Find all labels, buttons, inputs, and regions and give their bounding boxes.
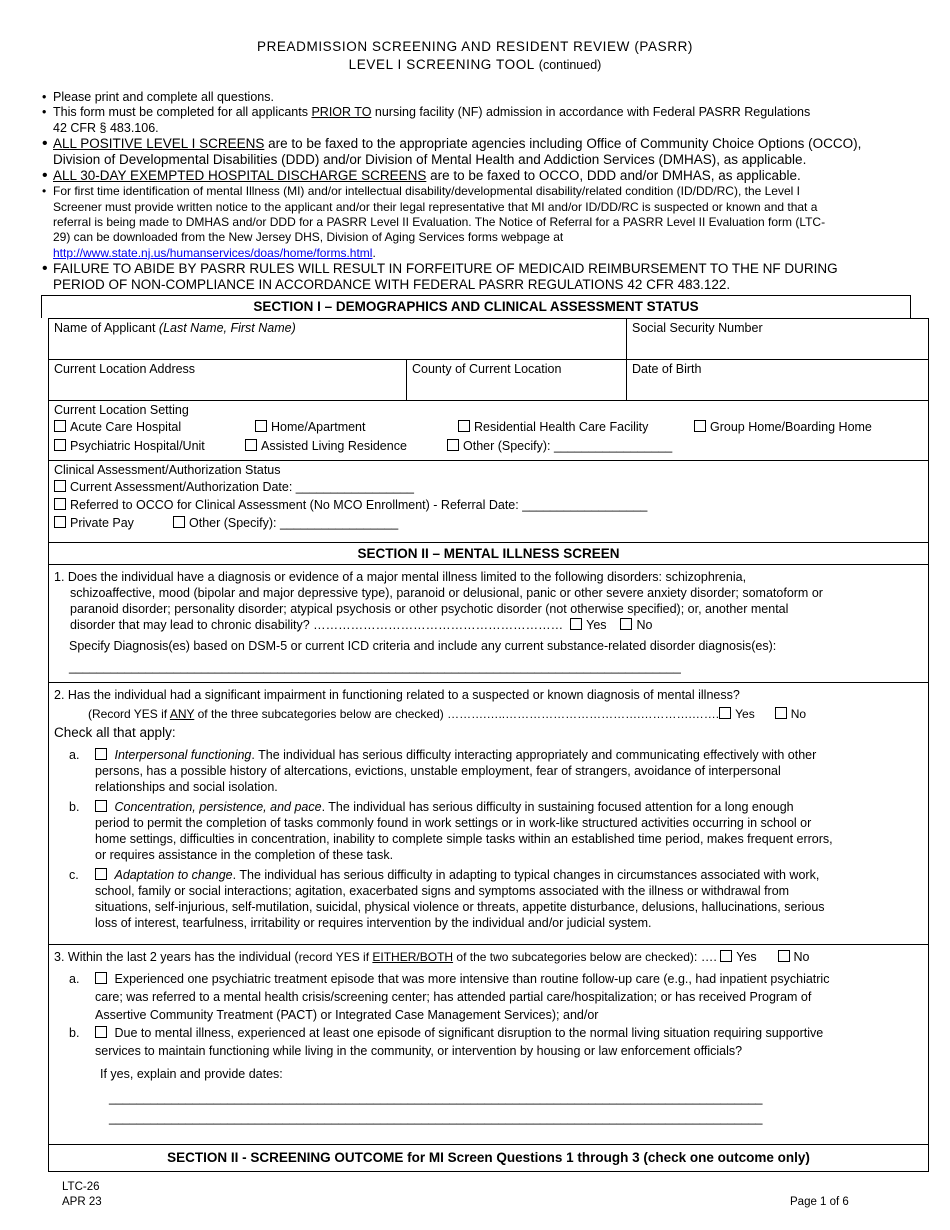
setting-psychiatric[interactable]: Psychiatric Hospital/Unit [54, 437, 205, 456]
checkbox-icon[interactable] [54, 439, 66, 451]
checkbox-icon[interactable] [54, 498, 66, 510]
checkbox-icon[interactable] [570, 618, 582, 630]
form-id: LTC-26 APR 23 [62, 1181, 102, 1208]
q2-item-b: b. Concentration, persistence, and pace. The individual has serious difficulty in sustaining focused attention for a long enough period to permit the completion of tasks commonly found in work settings or in work-like structured activities occurring in school or home settings, difficulties in concentration, inability to complete simple tasks within an established time period, makes frequent errors, or requires assistance in the completion of these task. [69, 800, 833, 862]
checkbox-icon[interactable] [255, 420, 267, 432]
setting-assisted-living[interactable]: Assisted Living Residence [245, 437, 407, 456]
q3-explain-field-2[interactable]: ______________________________________________________________________________________________ [109, 1111, 763, 1125]
form-title [0, 38, 950, 74]
instructions-list [42, 90, 922, 293]
instruction-4: • ALL 30-DAY EXEMPTED HOSPITAL DISCHARGE SCREENS are to be faxed to OCCO, DDD and/or DMHAS, as applicable. [42, 168, 922, 184]
q2-no[interactable]: No [775, 707, 806, 721]
title-line-1: PREADMISSION SCREENING AND RESIDENT REVIEW (PASRR) [256, 39, 694, 54]
setting-other[interactable]: Other (Specify): _________________ [447, 437, 672, 456]
instruction-1: • Please print and complete all questions. [42, 90, 922, 105]
checkbox-icon[interactable] [458, 420, 470, 432]
checkbox-icon[interactable] [95, 800, 107, 812]
q1-no[interactable]: No [620, 618, 652, 632]
clinical-current-assessment[interactable]: Current Assessment/Authorization Date: _________________ [54, 478, 414, 496]
clinical-referred-occo[interactable]: Referred to OCCO for Clinical Assessment (No MCO Enrollment) - Referral Date: __________________ [54, 496, 647, 514]
row-address [49, 360, 928, 401]
checkbox-icon[interactable] [620, 618, 632, 630]
q3-yes[interactable]: Yes [720, 950, 756, 964]
q3-no[interactable]: No [778, 950, 810, 964]
q1-diagnosis-field[interactable]: ________________________________________________________________________________________ [69, 660, 681, 674]
clinical-other[interactable]: Other (Specify): _________________ [173, 514, 398, 532]
checkbox-icon[interactable] [95, 972, 107, 984]
row-location-setting [49, 401, 928, 461]
clinical-label: Clinical Assessment/Authorization Status [54, 463, 281, 477]
row-name-ssn [49, 319, 928, 360]
checkbox-icon[interactable] [447, 439, 459, 451]
checkbox-icon[interactable] [54, 480, 66, 492]
q1-yes[interactable]: Yes [570, 618, 606, 632]
checkbox-icon[interactable] [720, 950, 732, 962]
county-field[interactable]: County of Current Location [406, 360, 627, 400]
setting-residential[interactable]: Residential Health Care Facility [458, 418, 648, 437]
q3-item-b: b. Due to mental illness, experienced at least one episode of significant disruption to the normal living situation requiring supportive services to maintain functioning while living in the community, or intervention by housing or law enforcement officials? [69, 1026, 824, 1058]
address-field[interactable]: Current Location Address [54, 362, 196, 376]
setting-home[interactable]: Home/Apartment [255, 418, 365, 437]
question-2: 2. Has the individual had a significant impairment in functioning related to a suspected or known diagnosis of mental illness? (Record YES if ANY of the three subcategories below are checked) ……….…..…………………………….………….……. Yes No Check all that apply: a. Interpersonal functioning. The individual has serious difficulty interacting appropriately and communicating effectively with other persons, has a possible history of altercations, evictions, unstable employment, fear of strangers, avoidance of interpersonal relationships and social isolation. b. Concentration, persistence, and pace. The individual has serious difficulty in sustaining focused attention for a long enough period to permit the completion of tasks commonly found in work settings or in work-like structured activities occurring in school or home settings, difficulties in concentration, inability to complete simple tasks within an established time period, makes frequent errors, or requires assistance in the completion of these task. c. Adaptation to change. The individual has serious difficulty in adapting to typical changes in circumstances associated with work, school, family or social interactions; agitation, exacerbated signs and symptoms associated with the illness or withdrawal from situations, self-injurious, self-mutilation, suicidal, physical violence or threats, appetite disturbance, delusions, hallucinations, serious loss of interest, tearfulness, irritability or requires intervention by the individual and/or judicial system. [49, 683, 928, 945]
checkbox-icon[interactable] [54, 420, 66, 432]
screening-form [48, 318, 929, 1172]
checkbox-icon[interactable] [719, 707, 731, 719]
page-number: Page 1 of 6 [790, 1196, 849, 1208]
applicant-name-field[interactable]: Name of Applicant (Last Name, First Name) [54, 321, 296, 335]
q2-item-c: c. Adaptation to change. The individual has serious difficulty in adapting to typical changes in circumstances associated with work, school, family or social interactions; agitation, exacerbated signs and symptoms associated with the illness or withdrawal from situations, self-injurious, self-mutilation, suicidal, physical violence or threats, appetite disturbance, delusions, hallucinations, serious loss of interest, tearfulness, irritability or requires intervention by the individual and/or judicial system. [69, 868, 825, 930]
checkbox-icon[interactable] [775, 707, 787, 719]
row-clinical-status [49, 461, 928, 543]
instruction-5: • For first time identification of mental Illness (MI) and/or intellectual disability/developmental disability/related condition (ID/DD/RC), the Level I Screener must provide written notice to the applicant and/or their legal representative that MI and/or ID/DD/RC is suspected or known and that a referral is being made to DMHAS and/or DDD for a PASRR Level II Evaluation. The Notice of Referral for a PASRR Level II Evaluation form (LTC- 29) can be downloaded from the New Jersey DHS, Division of Aging Services forms webpage at http://www.state.nj.us/humanservices/doas/home/forms.html. [42, 184, 922, 261]
q2-item-a: a. Interpersonal functioning. The individual has serious difficulty interacting appropriately and communicating effectively with other persons, has a possible history of altercations, evictions, unstable employment, fear of strangers, avoidance of interpersonal relationships and social isolation. [69, 748, 817, 794]
title-line-2: LEVEL I SCREENING TOOL (continued) [348, 57, 602, 72]
ssn-field[interactable]: Social Security Number [626, 319, 928, 359]
question-1: 1. Does the individual have a diagnosis or evidence of a major mental illness limited to the following disorders: schizophrenia, schizoaffective, mood (bipolar and major depressive type), paranoid or delusional, panic or other severe anxiety disorder; somatoform or paranoid disorder; personality disorder; atypical psychosis or other psychotic disorder (not otherwise specified); or, another mental disorder that may lead to chronic disability? …………………………………………………… Yes No Specify Diagnosis(es) based on DSM-5 or current ICD criteria and include any current substance-related disorder diagnosis(es): ________________________________________________________________________________________ [49, 565, 928, 683]
q2-yes[interactable]: Yes [719, 707, 755, 721]
instruction-2: • This form must be completed for all applicants PRIOR TO nursing facility (NF) admission in accordance with Federal PASRR Regulations 42 CFR § 483.106. [42, 105, 922, 136]
checkbox-icon[interactable] [778, 950, 790, 962]
checkbox-icon[interactable] [95, 868, 107, 880]
instruction-3: • ALL POSITIVE LEVEL I SCREENS are to be faxed to the appropriate agencies including Office of Community Choice Options (OCCO), Division of Developmental Disabilities (DDD) and/or Division of Mental Health and Addiction Services (DMHAS), as applicable. [42, 136, 922, 168]
setting-acute-care[interactable]: Acute Care Hospital [54, 418, 181, 437]
instruction-6: • FAILURE TO ABIDE BY PASRR RULES WILL RESULT IN FORFEITURE OF MEDICAID REIMBURSEMENT TO THE NF DURING PERIOD OF NON-COMPLIANCE IN ACCORDANCE WITH FEDERAL PASRR REGULATIONS 42 CFR 483.122. [42, 261, 922, 293]
forms-webpage-link[interactable]: http://www.state.nj.us/humanservices/doas/home/forms.html [53, 245, 373, 260]
section-2-heading: SECTION II – MENTAL ILLNESS SCREEN [49, 543, 928, 565]
title-suffix: (continued) [538, 58, 602, 72]
checkbox-icon[interactable] [173, 516, 185, 528]
checkbox-icon[interactable] [694, 420, 706, 432]
clinical-private-pay[interactable]: Private Pay [54, 514, 134, 532]
checkbox-icon[interactable] [95, 1026, 107, 1038]
outcome-heading: SECTION II - SCREENING OUTCOME for MI Screen Questions 1 through 3 (check one outcome only) [167, 1150, 810, 1165]
checkbox-icon[interactable] [95, 748, 107, 760]
question-3: 3. Within the last 2 years has the individual (record YES if EITHER/BOTH of the two subcategories below are checked): …. Yes No a. Experienced one psychiatric treatment episode that was more intensive than routine follow-up care (e.g., had inpatient psychiatric care; was referred to a mental health crisis/screening center; has attended partial care/hospitalization; or has received Program of Assertive Community Treatment (PACT) or Integrated Case Management Services); and/or b. Due to mental illness, experienced at least one episode of significant disruption to the normal living situation requiring supportive services to maintain functioning while living in the community, or intervention by housing or law enforcement officials? If yes, explain and provide dates: ______________________________________________________________________________________________ ______________________________________________________________________________________________ [49, 945, 928, 1145]
checkbox-icon[interactable] [245, 439, 257, 451]
setting-group-home[interactable]: Group Home/Boarding Home [694, 418, 872, 437]
checkbox-icon[interactable] [54, 516, 66, 528]
setting-label: Current Location Setting [54, 403, 189, 417]
q3-explain-field-1[interactable]: ______________________________________________________________________________________________ [109, 1091, 763, 1105]
section-1-heading: SECTION I – DEMOGRAPHICS AND CLINICAL ASSESSMENT STATUS [41, 295, 911, 318]
q3-item-a: a. Experienced one psychiatric treatment episode that was more intensive than routine follow-up care (e.g., had inpatient psychiatric care; was referred to a mental health crisis/screening center; has attended partial care/hospitalization; or has received Program of Assertive Community Treatment (PACT) or Integrated Case Management Services); and/or [69, 972, 830, 1022]
dob-field[interactable]: Date of Birth [626, 360, 928, 400]
